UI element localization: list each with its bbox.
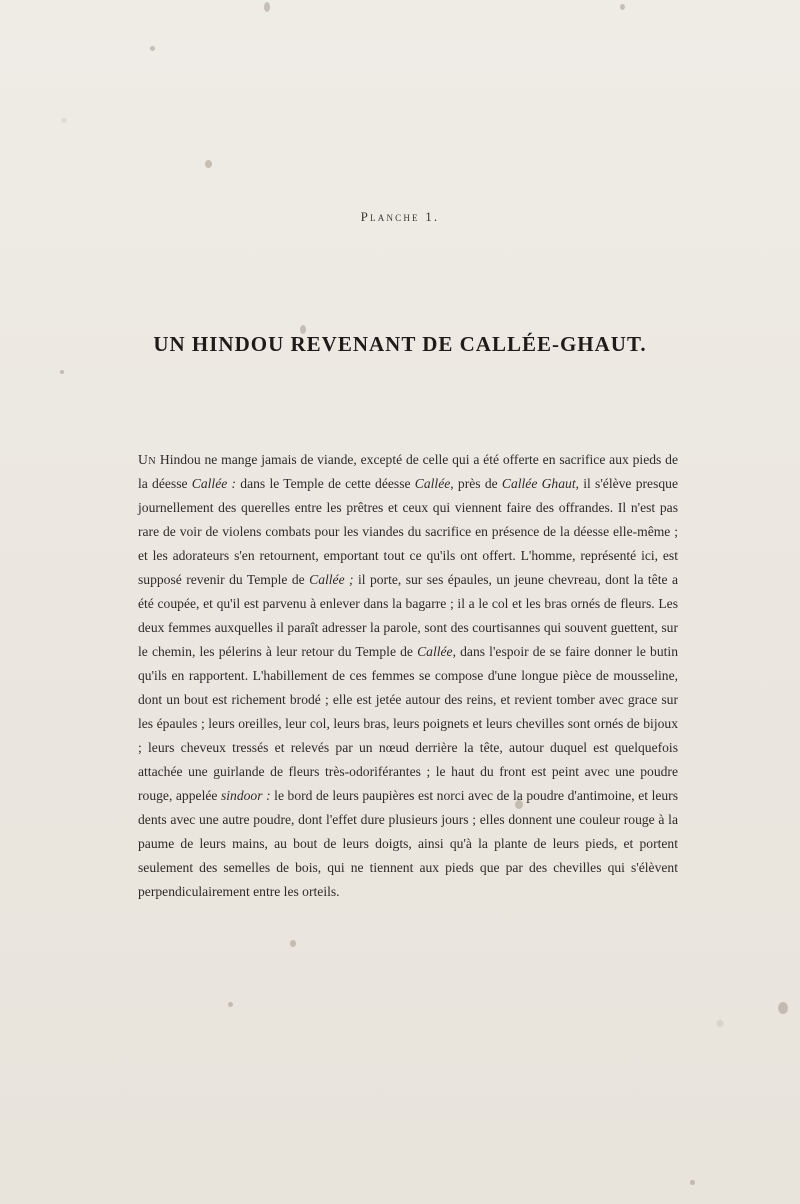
italic-run: Callée: [414, 476, 451, 491]
text-run: le bord de leurs paupières est norci avec de la poudre d'antimoine, et leurs dents avec une autre poudre, dont l'effet dure plusieurs jours ; elles donnent une couleur rouge à la paume de leurs mains, au bout de leurs doigts, ainsi qu'à la plante de leurs pieds, et portent seulement des semelles de bois, qui ne tiennent aux pieds que par des chevilles qui s'élèvent perpendiculairement entre les orteils.: [138, 788, 678, 899]
foxing-spot: [60, 370, 64, 374]
text-run: , près de: [450, 476, 502, 491]
italic-run: Callée: [417, 644, 453, 659]
foxing-spot: [620, 4, 625, 10]
foxing-spot: [264, 2, 270, 12]
plate-label: Planche 1.: [360, 209, 440, 224]
foxing-spot: [150, 46, 155, 51]
page-title: UN HINDOU REVENANT DE CALLÉE-GHAUT.: [153, 332, 647, 356]
foxing-spot: [778, 1002, 788, 1014]
foxing-spot: [290, 940, 296, 947]
italic-run: Callée Ghaut: [501, 476, 576, 491]
italic-run: Callée :: [191, 476, 237, 491]
text-run: , il s'élève presque journellement des querelles entre les prêtres et ceux qui viennent faire des offrandes. Il n'est pas rare de voir de violens combats pour les viandes du sacrifice en présence de la déesse elle-même ; et les adorateurs s'en retournent, emportant tout ce qu'ils ont offert. L'homme, représenté ici, est supposé revenir du Temple de: [138, 476, 678, 587]
paragraph-text: [138, 448, 678, 904]
italic-run: Callée ;: [309, 572, 354, 587]
foxing-spot: [690, 1180, 695, 1185]
text-run: il porte, sur ses épaules, un jeune chevreau, dont la tête a été coupée, et qu'il est parvenu à enlever dans la bagarre ; il a le col et les bras ornés de fleurs. Les deux femmes auxquelles il paraît adresser la parole, sont des courtisannes qui souvent guettent, sur le chemin, les pélerins à leur retour du Temple de: [138, 572, 678, 659]
paragraph-lead-word: Un: [138, 452, 157, 467]
italic-run: sindoor :: [220, 788, 271, 803]
text-run: dans le Temple de cette déesse: [236, 476, 415, 491]
body-paragraph: [138, 448, 678, 904]
text-run: Hindou ne mange jamais de viande, excepté de celle qui a été offerte en sacrifice aux pieds de la déesse: [138, 452, 678, 491]
text-run: , dans l'espoir de se faire donner le butin qu'ils en rapportent. L'habillement de ces femmes se compose d'une longue pièce de mousseline, dont un bout est richement brodé ; elle est jetée autour des reins, et revient tomber avec grace sur les épaules ; leurs oreilles, leur col, leurs bras, leurs poignets et leurs chevilles sont ornés de bijoux ; leurs cheveux tressés et relevés par un nœud derrière la tête, autour duquel est quelquefois attachée une guirlande de fleurs très-odoriférantes ; le haut du front est peint avec une poudre rouge, appelée: [138, 644, 678, 803]
foxing-spot: [228, 1002, 233, 1007]
foxing-spot: [205, 160, 212, 168]
